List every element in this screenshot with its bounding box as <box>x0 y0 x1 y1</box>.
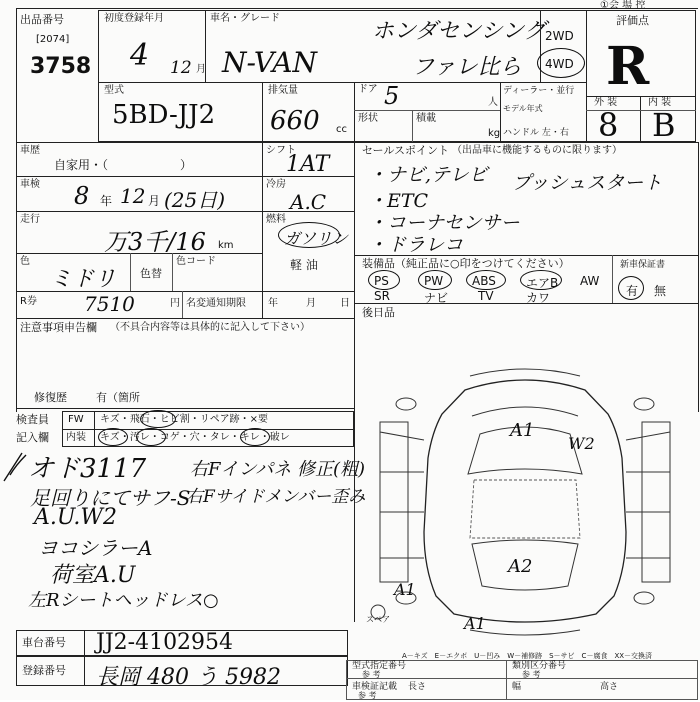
stock-label: 出品番号 <box>20 13 64 26</box>
exterior-score: 8 <box>598 106 619 144</box>
model-year-label: モデル年式 <box>503 104 543 113</box>
note-instrument: 右Fインパネ 修正(粗) <box>190 459 365 480</box>
cert-ref: 参 考 <box>358 691 377 700</box>
venue-label: ①会 場 控 <box>600 0 646 11</box>
class-ref: 参 考 <box>522 670 541 679</box>
note-cargo: 荷室A.U <box>50 563 136 588</box>
equip-sr: SR <box>374 289 390 303</box>
equip-abs: ABS <box>472 274 496 288</box>
repair-value: 有（箇所 <box>96 391 140 404</box>
interior-score: B <box>652 106 676 144</box>
note-yokoshira: ヨコシラーA <box>38 536 153 560</box>
warranty-have-circle <box>618 276 644 300</box>
displacement-value: 660 <box>270 106 320 136</box>
width-label: 幅 <box>512 682 522 692</box>
equip-navi: ナビ <box>424 291 449 305</box>
mileage-unit: km <box>218 240 234 251</box>
after-label: 後日品 <box>362 306 395 319</box>
grade-line2: ファレ比ら <box>412 55 522 80</box>
yen-unit: 円 <box>170 298 180 309</box>
diagram-mark-a1-bumper: A1 <box>464 614 486 633</box>
dereg-year-unit: 年 <box>268 298 278 309</box>
equip-ps-circle <box>368 270 400 290</box>
spare-label: スペア <box>366 615 390 624</box>
dereg-day-unit: 日 <box>340 298 350 309</box>
color-code-label: 色コード <box>176 256 216 267</box>
equip-tv: TV <box>478 289 494 303</box>
inspection-year-unit: 年 <box>100 194 113 208</box>
grade-line1: ホンダセンシング <box>372 19 546 44</box>
height-label: 高さ <box>600 682 619 692</box>
model-code: 5BD-JJ2 <box>112 100 216 130</box>
inspection-day: (25日) <box>164 188 226 212</box>
handle-label: ハンドル 左・右 <box>503 128 569 138</box>
name-grade-label: 車名・グレード <box>210 13 280 24</box>
note-odo: オド3117 <box>28 454 147 484</box>
load-label: 積載 <box>416 113 436 124</box>
dealer-label: ディーラー・並行 <box>503 86 575 96</box>
equip-ps: PS <box>374 274 389 288</box>
reg-label: 登録番号 <box>22 664 66 677</box>
color-change-label: 色替 <box>140 267 162 280</box>
displacement-unit: cc <box>336 124 347 135</box>
sales-points-label: セールスポイント <box>362 144 450 157</box>
model-label: 型式 <box>104 85 124 96</box>
equip-airbag-circle <box>520 270 562 290</box>
inspection-month-unit: 月 <box>148 194 161 208</box>
equipment-label: 装備品（純正品に○印をつけてください） <box>362 257 570 270</box>
interior-row-label: 内装 <box>66 432 86 443</box>
fw-items: キズ・飛石・ヒビ割・リペア跡・×要 <box>100 414 268 425</box>
car-damage-diagram <box>360 362 690 642</box>
warranty-none: 無 <box>654 284 667 298</box>
door-count: 5 <box>384 82 400 110</box>
fuel-option: 軽 油 <box>290 258 318 272</box>
fuel-label: 燃料 <box>266 214 286 225</box>
drive-4wd-circle <box>537 48 585 78</box>
fuel-value: ガソリン <box>284 229 349 248</box>
class-label: 類別区分番号 <box>512 661 567 671</box>
fw-label: FW <box>68 414 84 425</box>
fuel-circle <box>278 222 340 248</box>
car-name: N-VAN <box>222 46 317 79</box>
note-headrest: 左Rシートヘッドレス○ <box>28 590 219 611</box>
warranty-label: 新車保証書 <box>620 260 666 270</box>
int-yogore-circle <box>136 428 166 446</box>
equip-aw: AW <box>580 274 600 288</box>
first-reg-label: 初度登録年月 <box>104 13 164 24</box>
equip-abs-circle <box>466 270 506 290</box>
stock-sub: [2074] <box>36 34 70 45</box>
cert-label: 車検証記載 <box>352 682 398 692</box>
diagram-mark-a1-rear-left: A1 <box>394 580 416 599</box>
interior-label: 内 装 <box>648 97 672 108</box>
sales-points-note: （出品車に機能するものに限ります） <box>452 145 622 156</box>
sales-point-2: ・ETC <box>368 190 429 212</box>
equip-pw: PW <box>424 274 444 288</box>
drive-4wd: 4WD <box>545 57 574 71</box>
color-label: 色 <box>20 256 30 267</box>
diagram-mark-w2: W2 <box>568 434 595 453</box>
drive-2wd: 2WD <box>545 29 574 43</box>
shift-label: シフト <box>266 145 296 156</box>
mileage-value: 万3千/16 <box>104 228 206 256</box>
equip-pw-circle <box>418 270 452 290</box>
caution-note: （不具合内容等は具体的に記入して下さい） <box>110 322 310 333</box>
fw-hishi-circle <box>140 410 176 428</box>
int-tare-circle <box>240 428 270 446</box>
ac-value: A.C <box>290 190 327 214</box>
repair-label: 修復歴 <box>34 391 67 404</box>
margin-scribble <box>0 445 40 485</box>
entry-label: 記入欄 <box>16 431 49 444</box>
person-unit: 人 <box>488 97 498 108</box>
sales-point-1: ・ナビ,テレビ <box>368 164 488 186</box>
shift-value: 1AT <box>286 152 330 177</box>
history-label: 車歴 <box>20 145 40 156</box>
note-auw2: A.U.W2 <box>34 505 118 530</box>
type-ref: 参 考 <box>362 670 381 679</box>
dereg-month-unit: 月 <box>306 298 316 309</box>
sales-point-4: ・ドラレコ <box>368 234 464 256</box>
first-reg-month: 12 <box>170 58 192 78</box>
type-label: 型式指定番号 <box>352 661 407 671</box>
history-value: 自家用・（ ） <box>54 158 193 172</box>
r-ticket-label: R券 <box>20 296 37 307</box>
frame-value: JJ2-4102954 <box>96 630 234 655</box>
damage-legend: A－キズ E－エクボ U－凹み W－補修跡 S－サビ C－腐食 XX－交換済 <box>402 652 653 660</box>
note-suspension: 足回りにてサフ-S <box>30 486 191 510</box>
month-unit: 月 <box>196 64 206 75</box>
overall-score: R <box>606 36 650 97</box>
first-reg-year: 4 <box>130 38 150 73</box>
diagram-mark-a1-roof: A1 <box>510 420 535 441</box>
r-ticket-value: 7510 <box>84 292 135 316</box>
inspection-month: 12 <box>120 184 146 208</box>
kg-unit: kg <box>488 128 501 139</box>
int-kizu-circle <box>98 428 128 446</box>
sales-point-extra: プッシュスタート <box>512 172 663 194</box>
ac-label: 冷房 <box>266 179 286 190</box>
warranty-have: 有 <box>626 284 639 298</box>
interior-items: キズ・汚レ・コゲ・穴・タレ・キレ・破レ <box>100 432 290 443</box>
stock-number: 3758 <box>30 54 92 79</box>
inspection-label: 車検 <box>20 179 40 190</box>
inspector-label: 検査員 <box>16 413 49 426</box>
length-label: 長さ <box>408 682 427 692</box>
equip-leather: カワ <box>526 291 551 305</box>
sales-point-3: ・コーナセンサー <box>368 212 520 234</box>
caution-label: 注意事項申告欄 <box>20 321 97 334</box>
note-sidemember: 右Fサイドメンバー歪み <box>186 487 366 507</box>
color-value: ミドリ <box>50 267 117 292</box>
diagram-mark-a2: A2 <box>508 556 533 577</box>
score-label: 評価点 <box>616 14 649 27</box>
inspection-year: 8 <box>74 182 90 210</box>
shape-label: 形状 <box>358 113 378 124</box>
equip-airbag: エアB <box>526 276 559 290</box>
frame-label: 車台番号 <box>22 636 66 649</box>
deregistration-label: 名変通知期限 <box>186 298 246 309</box>
displacement-label: 排気量 <box>268 85 298 96</box>
mileage-label: 走行 <box>20 214 40 225</box>
door-label: ドア <box>358 84 378 95</box>
exterior-label: 外 装 <box>594 97 618 108</box>
reg-value: 長岡 480 う 5982 <box>96 665 281 690</box>
